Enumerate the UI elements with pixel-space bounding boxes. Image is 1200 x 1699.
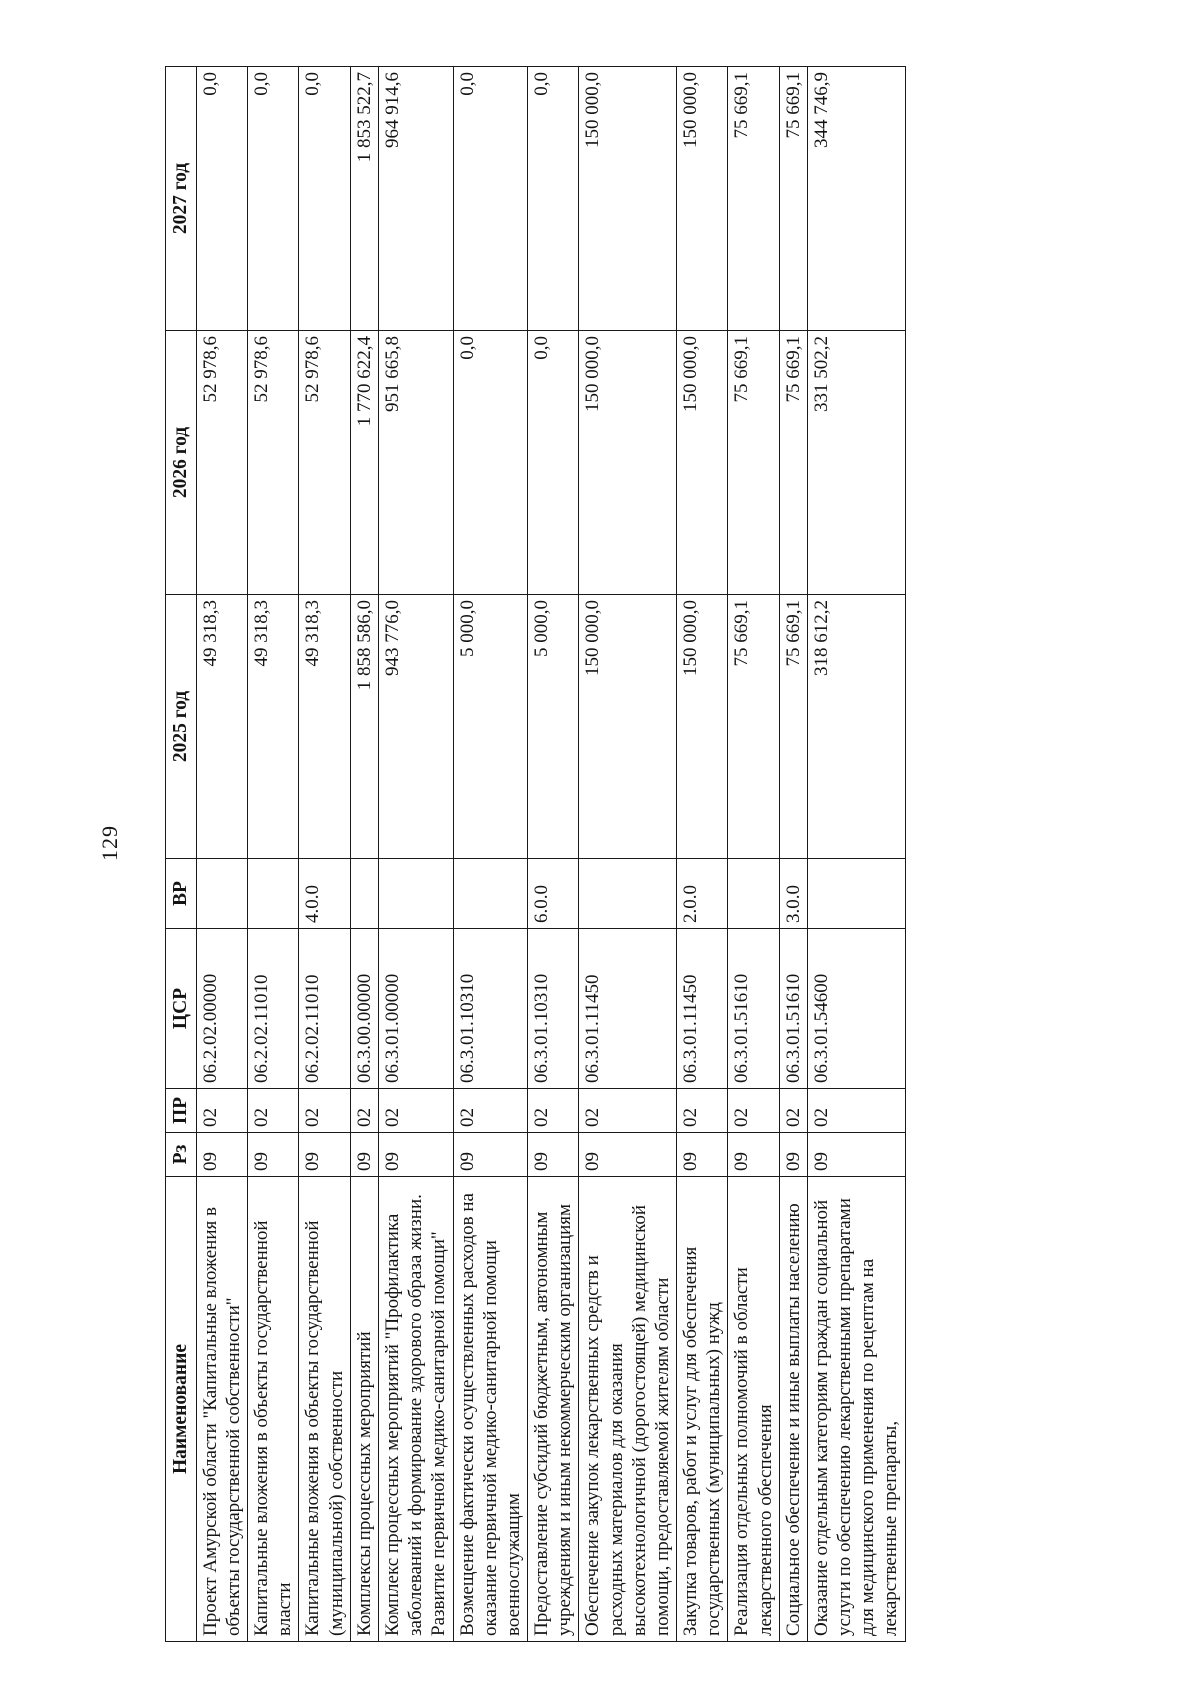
row-pr: 02 [196, 1089, 247, 1133]
row-csr: 06.2.02.11010 [299, 929, 350, 1089]
row-2027: 0,0 [528, 67, 579, 331]
table-row [677, 67, 728, 1642]
row-2027: 964 914,6 [378, 67, 453, 331]
row-2026: 0,0 [528, 331, 579, 595]
row-2026: 951 665,8 [378, 331, 453, 595]
row-2025: 318 612,2 [807, 595, 905, 859]
header-2027: 2027 год [166, 67, 197, 331]
row-csr: 06.3.01.54600 [807, 929, 905, 1089]
row-2027: 150 000,0 [579, 67, 677, 331]
row-2025: 150 000,0 [677, 595, 728, 859]
row-name: Обеспечение закупок лекарственных средств и расходных материалов для оказания высокотехнологичной (дорогостоящей) медицинской помощи, предоставляемой жителям области [579, 1177, 677, 1642]
row-2026: 52 978,6 [248, 331, 299, 595]
row-name: Комплекс процессных мероприятий "Профилактика заболеваний и формирование здорового образа жизни. Развитие первичной медико-санитарной помощи" [378, 1177, 453, 1642]
row-2025: 75 669,1 [779, 595, 807, 859]
row-rz: 09 [453, 1133, 528, 1177]
row-pr: 02 [528, 1089, 579, 1133]
row-2026: 52 978,6 [196, 331, 247, 595]
table-row [350, 67, 378, 1642]
row-2025: 5 000,0 [453, 595, 528, 859]
row-vr: 4.0.0 [299, 859, 350, 929]
table-row [779, 67, 807, 1642]
row-2025: 943 776,0 [378, 595, 453, 859]
header-pr: ПР [166, 1089, 197, 1133]
table-row [728, 67, 779, 1642]
row-2026: 150 000,0 [677, 331, 728, 595]
row-name: Комплексы процессных мероприятий [350, 1177, 378, 1642]
table-header-row [166, 67, 197, 1642]
row-2027: 150 000,0 [677, 67, 728, 331]
row-pr: 02 [248, 1089, 299, 1133]
row-pr: 02 [378, 1089, 453, 1133]
row-rz: 09 [196, 1133, 247, 1177]
row-csr: 06.3.01.11450 [579, 929, 677, 1089]
row-pr: 02 [579, 1089, 677, 1133]
table-row [579, 67, 677, 1642]
row-rz: 09 [299, 1133, 350, 1177]
header-rz: Рз [166, 1133, 197, 1177]
row-pr: 02 [779, 1089, 807, 1133]
row-2027: 344 746,9 [807, 67, 905, 331]
row-vr [248, 859, 299, 929]
row-vr [453, 859, 528, 929]
row-name: Капитальные вложения в объекты государственной власти [248, 1177, 299, 1642]
budget-table [165, 66, 906, 1642]
row-vr [196, 859, 247, 929]
table-row [378, 67, 453, 1642]
row-2027: 1 853 522,7 [350, 67, 378, 331]
row-vr [728, 859, 779, 929]
row-vr: 3.0.0 [779, 859, 807, 929]
row-2026: 75 669,1 [728, 331, 779, 595]
row-2026: 150 000,0 [579, 331, 677, 595]
row-2026: 331 502,2 [807, 331, 905, 595]
row-2025: 49 318,3 [299, 595, 350, 859]
row-2025: 150 000,0 [579, 595, 677, 859]
row-vr: 2.0.0 [677, 859, 728, 929]
row-name: Реализация отдельных полномочий в области лекарственного обеспечения [728, 1177, 779, 1642]
row-2027: 75 669,1 [728, 67, 779, 331]
row-name: Возмещение фактически осуществленных расходов на оказание первичной медико-санитарной помощи военнослужащим [453, 1177, 528, 1642]
table-row [196, 67, 247, 1642]
header-2025: 2025 год [166, 595, 197, 859]
row-2025: 1 858 586,0 [350, 595, 378, 859]
row-2027: 0,0 [453, 67, 528, 331]
row-2027: 75 669,1 [779, 67, 807, 331]
row-csr: 06.3.01.10310 [528, 929, 579, 1089]
row-name: Проект Амурской области "Капитальные вложения в объекты государственной собственности" [196, 1177, 247, 1642]
row-vr [579, 859, 677, 929]
header-2026: 2026 год [166, 331, 197, 595]
row-2027: 0,0 [196, 67, 247, 331]
table-row [299, 67, 350, 1642]
row-pr: 02 [677, 1089, 728, 1133]
row-vr: 6.0.0 [528, 859, 579, 929]
row-vr [807, 859, 905, 929]
row-pr: 02 [807, 1089, 905, 1133]
row-2026: 52 978,6 [299, 331, 350, 595]
row-csr: 06.2.02.00000 [196, 929, 247, 1089]
row-name: Оказание отдельным категориям граждан социальной услуги по обеспечению лекарственными препаратами для медицинского применения по рецептам на лекарственные препараты, [807, 1177, 905, 1642]
page-number: 129 [97, 825, 122, 861]
row-2027: 0,0 [248, 67, 299, 331]
row-2025: 49 318,3 [248, 595, 299, 859]
row-pr: 02 [453, 1089, 528, 1133]
row-csr: 06.3.00.00000 [350, 929, 378, 1089]
table-row [248, 67, 299, 1642]
row-2025: 75 669,1 [728, 595, 779, 859]
row-csr: 06.3.01.11450 [677, 929, 728, 1089]
row-pr: 02 [299, 1089, 350, 1133]
header-vr: ВР [166, 859, 197, 929]
rotated-table-container [165, 67, 1085, 1642]
row-2026: 75 669,1 [779, 331, 807, 595]
row-pr: 02 [350, 1089, 378, 1133]
row-2025: 5 000,0 [528, 595, 579, 859]
row-csr: 06.3.01.51610 [728, 929, 779, 1089]
row-2025: 49 318,3 [196, 595, 247, 859]
row-rz: 09 [807, 1133, 905, 1177]
row-vr [378, 859, 453, 929]
row-csr: 06.3.01.51610 [779, 929, 807, 1089]
row-csr: 06.3.01.10310 [453, 929, 528, 1089]
row-name: Капитальные вложения в объекты государственной (муниципальной) собственности [299, 1177, 350, 1642]
row-rz: 09 [248, 1133, 299, 1177]
row-rz: 09 [378, 1133, 453, 1177]
table-row [528, 67, 579, 1642]
table-row [453, 67, 528, 1642]
row-2026: 0,0 [453, 331, 528, 595]
row-name: Закупка товаров, работ и услуг для обеспечения государственных (муниципальных) нужд [677, 1177, 728, 1642]
header-name: Наименование [166, 1177, 197, 1642]
row-csr: 06.3.01.00000 [378, 929, 453, 1089]
row-2026: 1 770 622,4 [350, 331, 378, 595]
row-rz: 09 [350, 1133, 378, 1177]
row-2027: 0,0 [299, 67, 350, 331]
row-rz: 09 [579, 1133, 677, 1177]
row-name: Предоставление субсидий бюджетным, автономным учреждениям и иным некоммерческим организациям [528, 1177, 579, 1642]
row-vr [350, 859, 378, 929]
row-csr: 06.2.02.11010 [248, 929, 299, 1089]
header-csr: ЦСР [166, 929, 197, 1089]
row-pr: 02 [728, 1089, 779, 1133]
row-rz: 09 [779, 1133, 807, 1177]
row-rz: 09 [728, 1133, 779, 1177]
row-rz: 09 [677, 1133, 728, 1177]
row-rz: 09 [528, 1133, 579, 1177]
row-name: Социальное обеспечение и иные выплаты населению [779, 1177, 807, 1642]
table-row [807, 67, 905, 1642]
